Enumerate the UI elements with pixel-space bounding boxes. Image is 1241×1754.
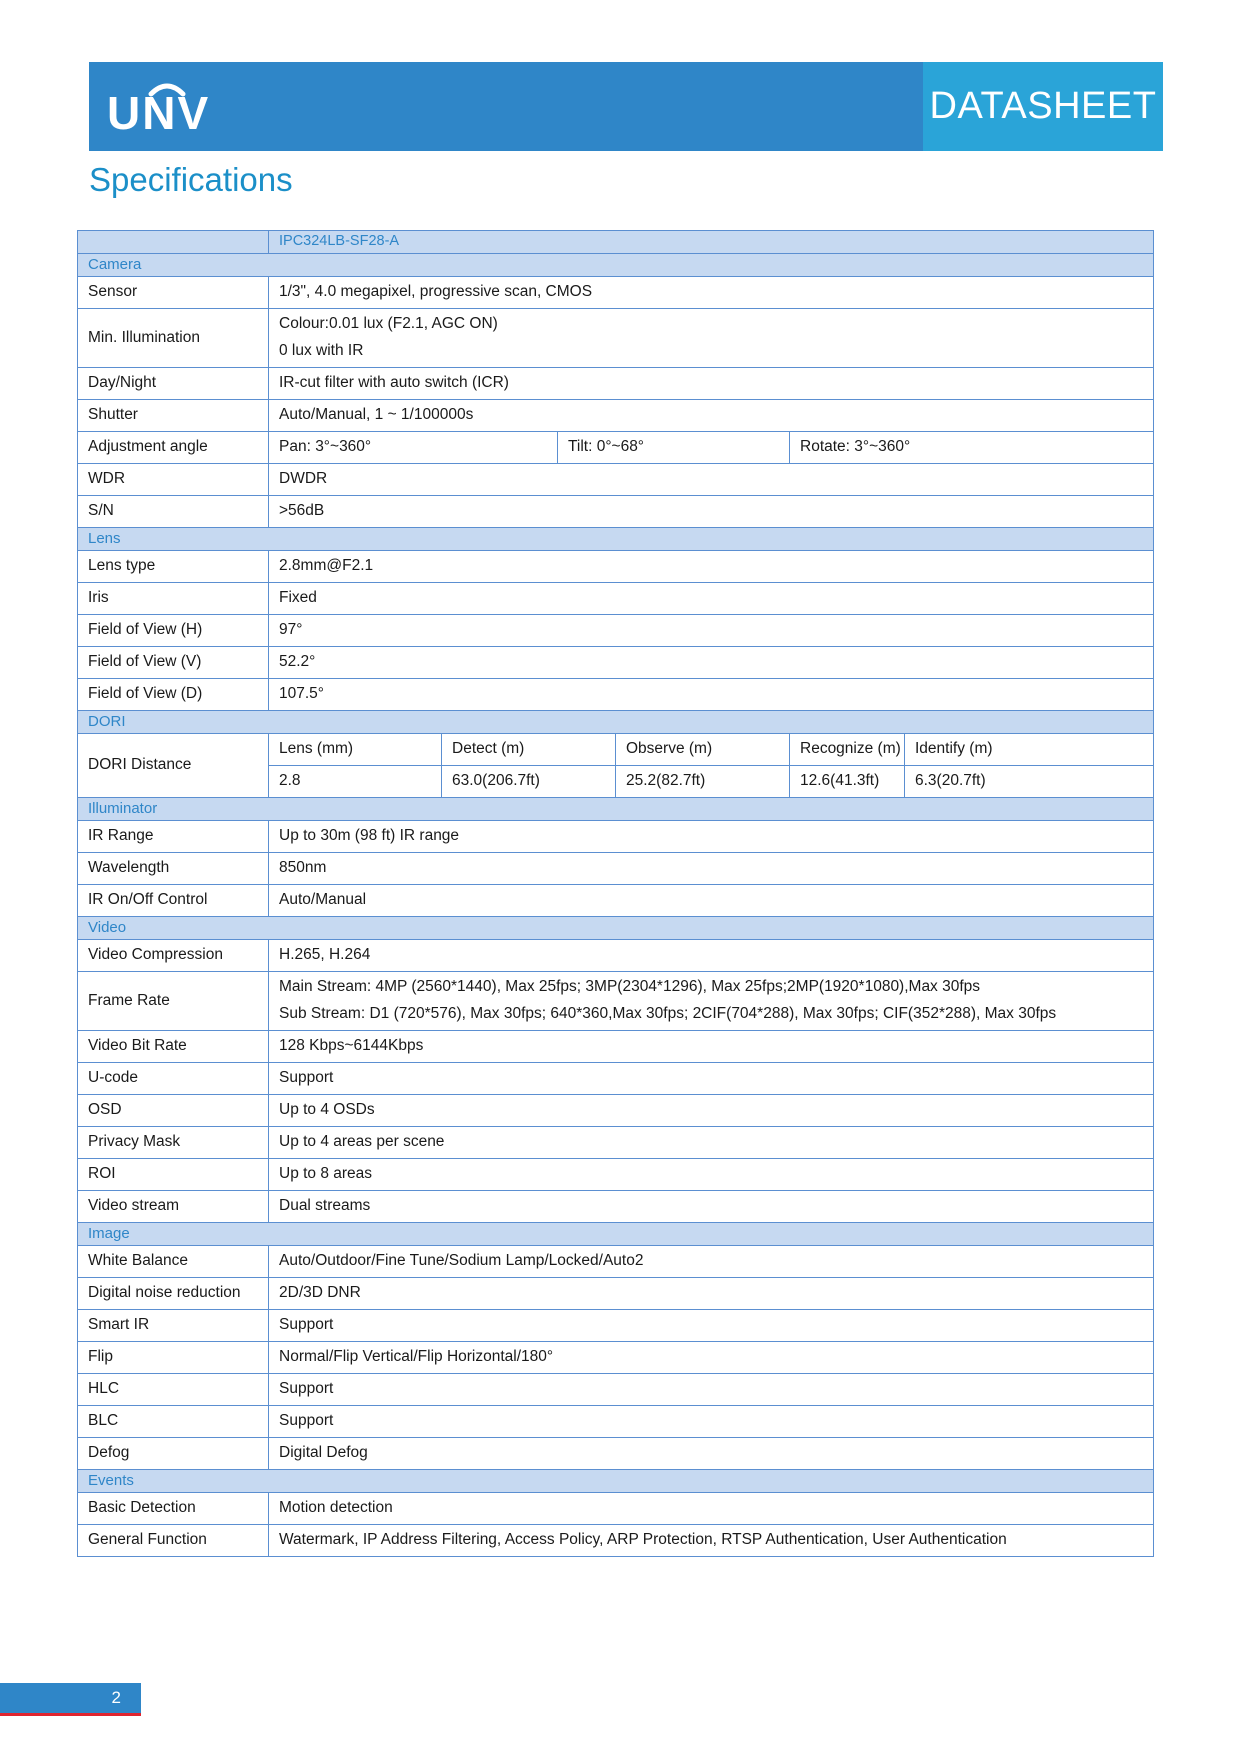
table-row: IR On/Off Control Auto/Manual <box>78 885 1154 917</box>
table-row: Video stream Dual streams <box>78 1191 1154 1223</box>
table-row: IR Range Up to 30m (98 ft) IR range <box>78 821 1154 853</box>
table-row: Defog Digital Defog <box>78 1438 1154 1470</box>
section-illuminator: Illuminator <box>78 798 1154 821</box>
table-row: S/N >56dB <box>78 496 1154 528</box>
section-dori: DORI <box>78 711 1154 734</box>
model-name: IPC324LB-SF28-A <box>269 231 1154 254</box>
table-row: Privacy Mask Up to 4 areas per scene <box>78 1127 1154 1159</box>
section-events: Events <box>78 1470 1154 1493</box>
datasheet-badge: DATASHEET <box>923 62 1163 151</box>
table-row: ROI Up to 8 areas <box>78 1159 1154 1191</box>
table-row: General Function Watermark, IP Address Filtering, Access Policy, ARP Protection, RTSP Authentication, User Authentication <box>78 1525 1154 1557</box>
table-row: Smart IR Support <box>78 1310 1154 1342</box>
section-image: Image <box>78 1223 1154 1246</box>
section-video: Video <box>78 917 1154 940</box>
table-row: BLC Support <box>78 1406 1154 1438</box>
table-row: Digital noise reduction 2D/3D DNR <box>78 1278 1154 1310</box>
section-camera: Camera <box>78 254 1154 277</box>
table-row: U-code Support <box>78 1063 1154 1095</box>
table-row: DORI Distance Lens (mm) Detect (m) Observe (m) Recognize (m) Identify (m) <box>78 734 1154 766</box>
table-row: Basic Detection Motion detection <box>78 1493 1154 1525</box>
table-row: Flip Normal/Flip Vertical/Flip Horizontal/180° <box>78 1342 1154 1374</box>
table-row: Frame Rate Main Stream: 4MP (2560*1440), Max 25fps; 3MP(2304*1296), Max 25fps;2MP(1920*1080),Max 30fps Sub Stream: D1 (720*576), Max 30fps; 640*360,Max 30fps; 2CIF(704*288), Max 30fps; CIF(352*288), Max 30fps <box>78 972 1154 1031</box>
table-row: Lens type 2.8mm@F2.1 <box>78 551 1154 583</box>
model-row <box>78 231 1154 254</box>
table-row: Wavelength 850nm <box>78 853 1154 885</box>
table-row: Field of View (D) 107.5° <box>78 679 1154 711</box>
footer-accent-line <box>0 1713 141 1716</box>
spec-table <box>77 230 1154 1557</box>
table-row: Day/Night IR-cut filter with auto switch (ICR) <box>78 368 1154 400</box>
table-row: 2.8 63.0(206.7ft) 25.2(82.7ft) 12.6(41.3ft) 6.3(20.7ft) <box>78 766 1154 798</box>
table-row: Iris Fixed <box>78 583 1154 615</box>
page-header <box>89 62 1163 151</box>
table-row: Adjustment angle Pan: 3°~360° Tilt: 0°~68° Rotate: 3°~360° <box>78 432 1154 464</box>
table-row: Video Bit Rate 128 Kbps~6144Kbps <box>78 1031 1154 1063</box>
page-title: Specifications <box>89 161 293 198</box>
unv-logo: UNV <box>107 87 211 139</box>
section-lens: Lens <box>78 528 1154 551</box>
table-row: HLC Support <box>78 1374 1154 1406</box>
table-row: White Balance Auto/Outdoor/Fine Tune/Sodium Lamp/Locked/Auto2 <box>78 1246 1154 1278</box>
table-row: Field of View (V) 52.2° <box>78 647 1154 679</box>
page-number: 2 <box>0 1683 141 1713</box>
table-row: Shutter Auto/Manual, 1 ~ 1/100000s <box>78 400 1154 432</box>
table-row: Video Compression H.265, H.264 <box>78 940 1154 972</box>
table-row: Sensor 1/3", 4.0 megapixel, progressive scan, CMOS <box>78 277 1154 309</box>
table-row: OSD Up to 4 OSDs <box>78 1095 1154 1127</box>
table-row: Field of View (H) 97° <box>78 615 1154 647</box>
table-row: Min. Illumination Colour:0.01 lux (F2.1, AGC ON) 0 lux with IR <box>78 309 1154 368</box>
table-row: WDR DWDR <box>78 464 1154 496</box>
